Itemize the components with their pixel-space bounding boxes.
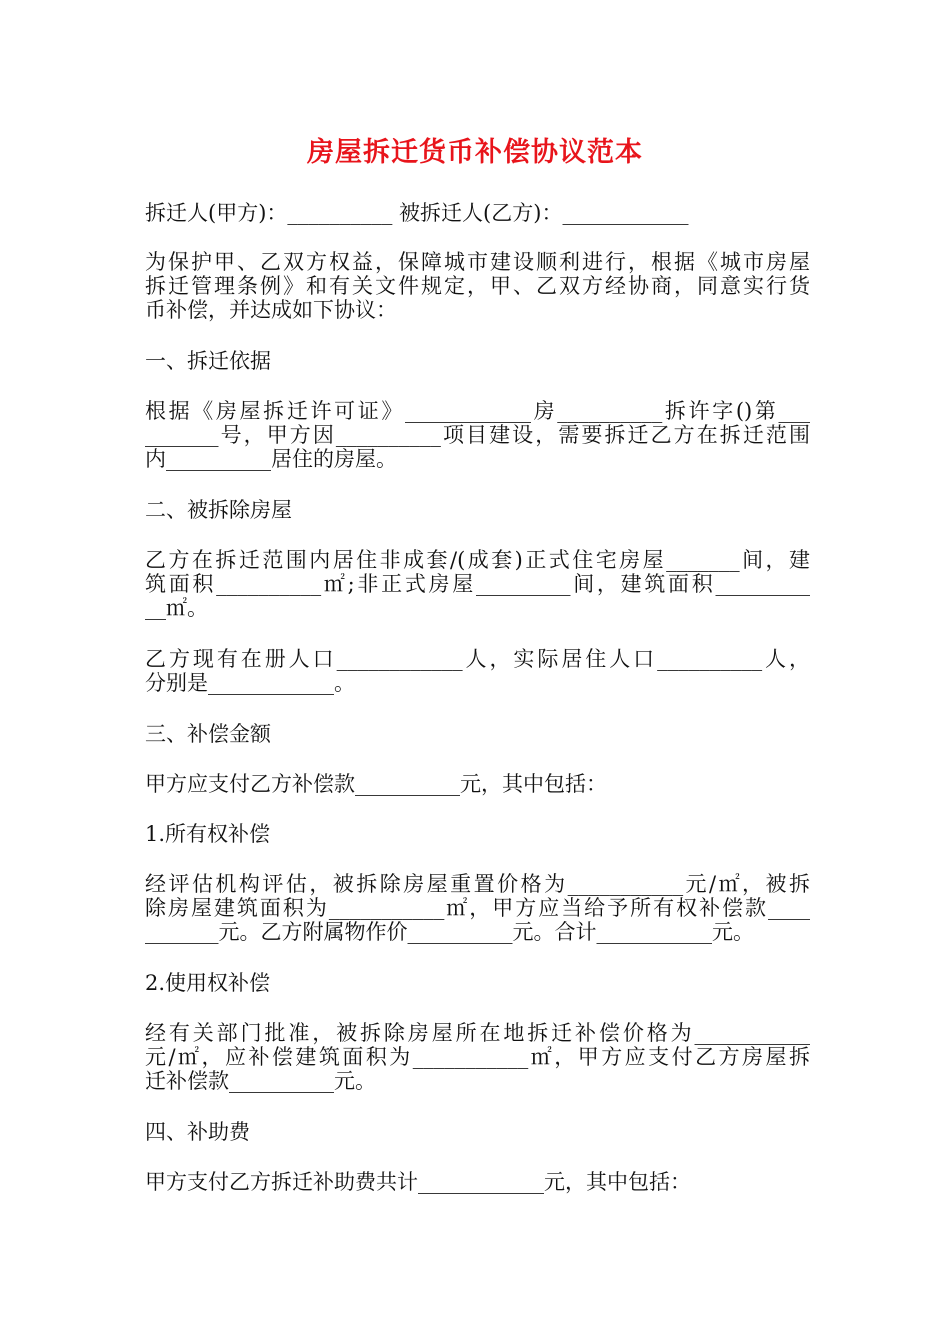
paragraph-line: 币补偿，并达成如下协议： [145, 298, 397, 322]
page-title: 房屋拆迁货币补偿协议范本 [307, 137, 643, 168]
paragraph-line: 拆迁管理条例》和有关文件规定，甲、乙双方经协商，同意实行货 [145, 274, 810, 298]
subsection-heading: 2.使用权补偿 [145, 971, 271, 995]
paragraph-line: 迁补偿款__________元。 [145, 1069, 376, 1093]
paragraph-line: 元/㎡，应补偿建筑面积为___________㎡，甲方应支付乙方房屋拆 [145, 1045, 810, 1069]
section-heading: 三、补偿金额 [145, 722, 271, 746]
paragraph-line: 内__________居住的房屋。 [145, 447, 397, 471]
paragraph-line: 甲方支付乙方拆迁补助费共计____________元，其中包括： [145, 1170, 691, 1194]
paragraph-line: 根据《房屋拆迁许可证》____________房__________拆许字()第___ [145, 399, 810, 423]
paragraph-line: __㎡。 [145, 596, 208, 620]
paragraph-line: 乙方现有在册人口____________人，实际居住人口__________人， [145, 647, 810, 671]
paragraph-line: 经评估机构评估，被拆除房屋重置价格为___________元/㎡，被拆 [145, 872, 810, 896]
paragraph-line: 为保护甲、乙双方权益，保障城市建设顺利进行，根据《城市房屋 [145, 250, 810, 274]
paragraph-line: 甲方应支付乙方补偿款__________元，其中包括： [145, 772, 607, 796]
subsection-heading: 1.所有权补偿 [145, 822, 271, 846]
paragraph-line: 筑面积__________㎡;非正式房屋_________间，建筑面积_________ [145, 572, 810, 596]
section-heading: 一、拆迁依据 [145, 349, 271, 373]
section-heading: 四、补助费 [145, 1120, 250, 1144]
party-line: 拆迁人(甲方)：__________ 被拆迁人(乙方)：____________ [145, 201, 689, 225]
paragraph-line: 乙方在拆迁范围内居住非成套/(成套)正式住宅房屋_______间，建 [145, 548, 810, 572]
paragraph-line: _______号，甲方因__________项目建设，需要拆迁乙方在拆迁范围 [145, 423, 810, 447]
section-heading: 二、被拆除房屋 [145, 498, 292, 522]
paragraph-line: 经有关部门批准，被拆除房屋所在地拆迁补偿价格为___________ [145, 1021, 810, 1045]
paragraph-line: _______元。乙方附属物作价__________元。合计___________元。 [145, 920, 754, 944]
paragraph-line: 分别是____________。 [145, 671, 355, 695]
paragraph-line: 除房屋建筑面积为___________㎡，甲方应当给予所有权补偿款____ [145, 896, 810, 920]
